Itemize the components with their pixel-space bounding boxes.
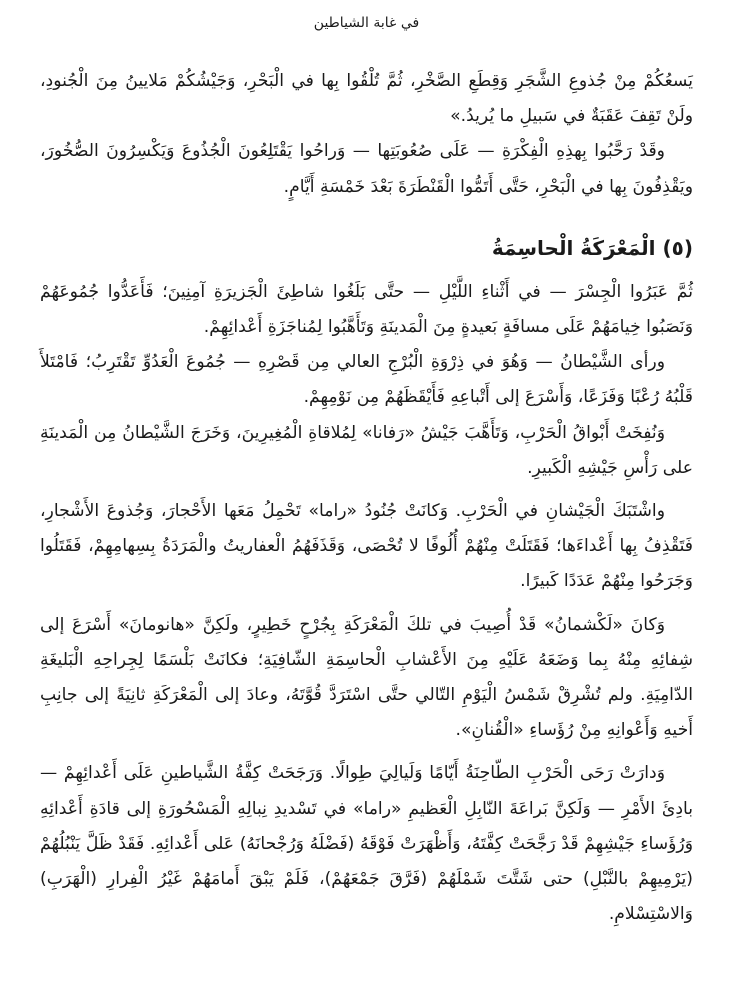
paragraph-crossing: ثُمَّ عَبَرُوا الْجِسْرَ — في أَثْناءِ اللَّيْلِ — حتَّى بَلَغُوا شاطِئَ الْجَزيرَةِ آمِنِينَ؛ فَأَعَدُّوا جُمُوعَهُمْ وَنَصَبُوا خِيامَهُمْ عَلَى مسافَةٍ بَعيدةٍ مِنَ الْمَدينَةِ وَتَأَهَّبُوا لِمُناجَزَةِ أَعْدائِهِمْ. xyxy=(40,281,693,338)
paragraph-continuation: يَسعُكُمْ مِنْ جُذوعِ الشَّجَرِ وَقِطَعِ الصَّخْرِ، ثُمَّ تُلْقُوا بِها في الْبَحْرِ، وَجَيْشُكُمْ مَلايينُ مِنَ الْجُنودِ، ولَنْ تَقِفَ عَقَبَةٌ في سَبيلِ ما يُريدُ.» xyxy=(40,71,693,127)
paragraph-bridge-built: وقَدْ رَحَّبُوا بِهذِهِ الْفِكْرَةِ — عَلَى صُعُوبَتِها — وَراحُوا يَقْتَلِعُونَ الْجُذُوعَ وَيَكْسِرُونَ الصُّخُورَ، ويَقْذِفُونَ بِها في الْبَحْرِ، حَتَّى أَتَمُّوا الْقَنْطَرَةَ بَعْدَ خَمْسَةِ أَيَّامٍ. xyxy=(40,141,693,197)
section-title: (٥) الْمَعْرَكَةُ الْحاسِمَةُ xyxy=(491,235,693,260)
paragraph-devil-sees: ورأى الشَّيْطانُ — وَهُوَ في ذِرْوَةِ الْبُرْجِ العالي مِن قَصْرِهِ — جُمُوعَ الْعَدُوِّ تَقْتَرِبُ؛ فَامْتَلأَ قَلْبُهُ رُعْبًا وَفَزَعًا، وَأَسْرَعَ إلى أَتْباعِهِ فَأَيْقَظَهُمْ مِن نَوْمِهِمْ. xyxy=(40,352,693,408)
paragraph-lakshman-wounded: وَكانَ «لَكْشمانُ» قَدْ أُصِيبَ في تلكَ الْمَعْرَكَةِ بِجُرْحٍ خَطِيرٍ، ولَكِنَّ «هانومانَ» أَسْرَعَ إلى شِفائِهِ مِنْهُ بِما وَضَعَهُ عَلَيْهِ مِنَ الأَعْشابِ الْحاسِمَةِ الشّافِيَةِ؛ فكانَتْ بَلْسَمًا لِجِراحِهِ الْبَليغَةِ الدّامِيَةِ. ولم تُشْرِقْ شَمْسُ الْيَوْمِ التّالي حتَّى اسْتَرَدَّ قُوَّتَهُ، وعادَ إلى الْمَعْرَكَةِ ثانِيَةً إلى جانِبِ أَخيهِ وَأَعْوانِهِ مِنْ رُؤَساءِ «الْقُنانِ». xyxy=(40,614,693,741)
paragraph-trumpets: وَنُفِخَتْ أَبْواقُ الْحَرْبِ، وَتَأَهَّبَ جَيْشُ «رَفانا» لِمُلاقاةِ الْمُغِيرِينَ، وَخَرَجَ الشَّيْطانُ مِن الْمَدينَةِ على رَأْسِ جَيْشِهِ الْكَبيرِ. xyxy=(40,422,693,478)
paragraph-war-rages: وَدارَتْ رَحَى الْحَرْبِ الطّاحِنَةُ أَيّامًا وَلَيالِيَ طِوالًا. وَرَجَحَتْ كِفَّةُ الشَّياطينِ عَلَى أَعْدائِهِمْ — بادِئَ الأَمْرِ — وَلَكِنَّ بَراعَةَ النّابِلِ الْعَظيمِ «راما» في تَسْديدِ نِبالِهِ الْمَسْحُورَةِ إلى قادَةِ أَعْدائِهِ وَرُؤَساءِ جَيْشِهِمْ قَدْ رَجَّحَتْ كِفَّتَهُ، وَأَظْهَرَتْ فَوْقَهُ (فَضْلَهُ وَرُجْحانَهُ) عَلى أَعْدائِهِ. فَقَدْ ظَلَّ يَنْبُلُهُمْ (يَرْمِيهِمْ بالنَّبْلِ) حتى شَتَّتَ شَمْلَهُمْ (فَرَّقَ جَمْعَهُمْ)، فَلَمْ يَبْقَ أَمامَهُمْ غَيْرُ الْفِرارِ (الْهَرَبِ) وَالاسْتِسْلامِ. xyxy=(40,763,693,925)
running-header: في غابة الشياطين xyxy=(313,15,420,31)
paragraph-armies-clash: واشْتَبَكَ الْجَيْشانِ في الْحَرْبِ. وَكانَتْ جُنُودُ «راما» تَحْمِلُ مَعَها الأَحْجارَ، وَجُذوعَ الأَشْجارِ، فَتَقْذِفُ بِها أَعْداءَها؛ فَقَتَلَتْ مِنْهُمْ أُلُوفًا لا تُحْصَى، وَقَذَفَهُمُ الْعفاريتُ والْمَرَدَةُ بِسِهامِهِمْ، فَقَتَلُوا وَجَرَحُوا مِنْهُمْ عَدَدًا كَبيرًا. xyxy=(40,501,693,592)
